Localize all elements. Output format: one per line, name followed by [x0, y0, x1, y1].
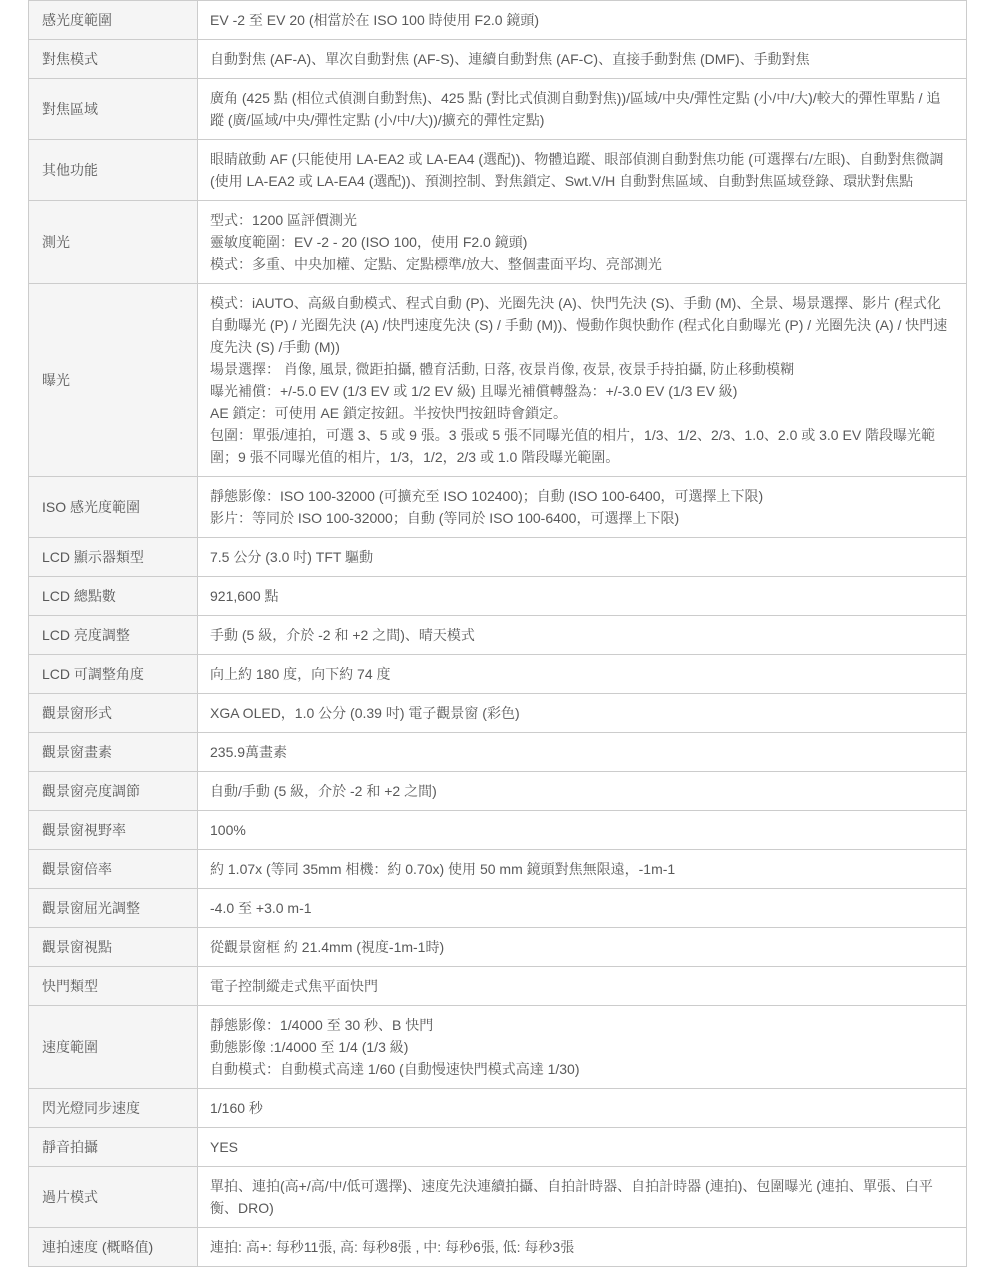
spec-value — [198, 538, 967, 577]
spec-label: 靜音拍攝 — [29, 1128, 198, 1167]
spec-value-line: YES — [210, 1139, 239, 1155]
spec-value — [198, 655, 967, 694]
spec-value — [198, 1, 967, 40]
spec-table-body — [29, 1, 967, 1267]
spec-row — [29, 616, 967, 655]
spec-label: 觀景窗屈光調整 — [29, 889, 198, 928]
spec-value-line: 7.5 公分 (3.0 吋) TFT 驅動 — [210, 549, 374, 565]
spec-row — [29, 850, 967, 889]
spec-value-line: 921,600 點 — [210, 588, 279, 604]
spec-label: ISO 感光度範圍 — [29, 477, 198, 538]
spec-label: LCD 亮度調整 — [29, 616, 198, 655]
spec-value — [198, 772, 967, 811]
spec-value-line: 靈敏度範圍：EV -2 - 20 (ISO 100，使用 F2.0 鏡頭) — [210, 234, 528, 250]
spec-row — [29, 40, 967, 79]
spec-row — [29, 811, 967, 850]
spec-value-line: 約 1.07x (等同 35mm 相機：約 0.70x) 使用 50 mm 鏡頭對焦無限遠，-1m-1 — [210, 861, 676, 877]
spec-label: 其他功能 — [29, 140, 198, 201]
spec-row — [29, 577, 967, 616]
spec-value — [198, 201, 967, 284]
spec-row — [29, 477, 967, 538]
spec-value — [198, 733, 967, 772]
spec-row — [29, 284, 967, 477]
spec-row — [29, 1228, 967, 1267]
spec-label: 快門類型 — [29, 967, 198, 1006]
spec-row — [29, 772, 967, 811]
spec-value — [198, 79, 967, 140]
spec-value — [198, 40, 967, 79]
spec-value-line: 連拍: 高+: 每秒11張, 高: 每秒8張 , 中: 每秒6張, 低: 每秒3張 — [210, 1239, 575, 1255]
camera-spec-table — [28, 0, 967, 1267]
spec-row — [29, 201, 967, 284]
spec-row — [29, 1167, 967, 1228]
spec-value — [198, 694, 967, 733]
spec-value-line: 自動模式：自動模式高達 1/60 (自動慢速快門模式高達 1/30) — [210, 1061, 580, 1077]
spec-value — [198, 1089, 967, 1128]
spec-value — [198, 1167, 967, 1228]
spec-row — [29, 694, 967, 733]
spec-value-line: 電子控制縱走式焦平面快門 — [210, 978, 378, 994]
spec-row — [29, 1, 967, 40]
spec-label: LCD 可調整角度 — [29, 655, 198, 694]
spec-label: 閃光燈同步速度 — [29, 1089, 198, 1128]
spec-row — [29, 1089, 967, 1128]
spec-value-line: 靜態影像：1/4000 至 30 秒、B 快門 — [210, 1017, 434, 1033]
spec-label: 速度範圍 — [29, 1006, 198, 1089]
spec-value-line: 235.9萬畫素 — [210, 744, 288, 760]
spec-value-line: 場景選擇： 肖像, 風景, 微距拍攝, 體育活動, 日落, 夜景肖像, 夜景, 夜景手持拍攝, 防止移動模糊 — [210, 361, 795, 377]
spec-row — [29, 928, 967, 967]
spec-value-line: 1/160 秒 — [210, 1100, 263, 1116]
spec-label: 觀景窗倍率 — [29, 850, 198, 889]
spec-value — [198, 1006, 967, 1089]
spec-value-line: 眼睛啟動 AF (只能使用 LA-EA2 或 LA-EA4 (選配))、物體追蹤、眼部偵測自動對焦功能 (可選擇右/左眼)、自動對焦微調 (使用 LA-EA2 或 LA-EA4 (選配))、預測控制、對焦鎖定、Swt.V/H 自動對焦區域、自動對焦區域登錄、環狀對焦點 — [210, 151, 944, 189]
spec-label: 過片模式 — [29, 1167, 198, 1228]
spec-value-line: 100% — [210, 822, 246, 838]
spec-value-line: EV -2 至 EV 20 (相當於在 ISO 100 時使用 F2.0 鏡頭) — [210, 12, 540, 28]
spec-value-line: 模式：iAUTO、高級自動模式、程式自動 (P)、光圈先決 (A)、快門先決 (S)、手動 (M)、全景、場景選擇、影片 (程式化自動曝光 (P) / 光圈先決 (A) /快門速度先決 (S) / 手動 (M))、慢動作與快動作 (程式化自動曝光 (P) / 光圈先決 (A) / 快門速度先決 (S) /手動 (M)) — [210, 295, 948, 355]
spec-label: 觀景窗視點 — [29, 928, 198, 967]
spec-label: 感光度範圍 — [29, 1, 198, 40]
spec-value-line: 模式：多重、中央加權、定點、定點標準/放大、整個畫面平均、亮部測光 — [210, 256, 662, 272]
spec-label: 對焦模式 — [29, 40, 198, 79]
spec-value — [198, 811, 967, 850]
spec-label: 觀景窗亮度調節 — [29, 772, 198, 811]
spec-value — [198, 616, 967, 655]
spec-value — [198, 1128, 967, 1167]
spec-value-line: XGA OLED，1.0 公分 (0.39 吋) 電子觀景窗 (彩色) — [210, 705, 520, 721]
spec-label: 連拍速度 (概略值) — [29, 1228, 198, 1267]
spec-value-line: 自動/手動 (5 級，介於 -2 和 +2 之間) — [210, 783, 437, 799]
spec-value — [198, 850, 967, 889]
spec-row — [29, 1128, 967, 1167]
spec-row — [29, 79, 967, 140]
spec-label: 測光 — [29, 201, 198, 284]
spec-label: 曝光 — [29, 284, 198, 477]
spec-value-line: 自動對焦 (AF-A)、單次自動對焦 (AF-S)、連續自動對焦 (AF-C)、直接手動對焦 (DMF)、手動對焦 — [210, 51, 810, 67]
spec-value-line: 靜態影像：ISO 100-32000 (可擴充至 ISO 102400)；自動 (ISO 100-6400，可選擇上下限) — [210, 488, 764, 504]
spec-label: 觀景窗畫素 — [29, 733, 198, 772]
spec-row — [29, 967, 967, 1006]
spec-row — [29, 1006, 967, 1089]
spec-value-line: AE 鎖定：可使用 AE 鎖定按鈕。半按快門按鈕時會鎖定。 — [210, 405, 568, 421]
spec-value — [198, 928, 967, 967]
spec-label: LCD 總點數 — [29, 577, 198, 616]
spec-value-line: 單拍、連拍(高+/高/中/低可選擇)、速度先決連續拍攝、自拍計時器、自拍計時器 (連拍)、包圍曝光 (連拍、單張、白平衡、DRO) — [210, 1178, 933, 1216]
spec-value-line: 型式：1200 區評價測光 — [210, 212, 358, 228]
spec-value-line: 向上約 180 度，向下約 74 度 — [210, 666, 391, 682]
spec-value — [198, 967, 967, 1006]
spec-label: LCD 顯示器類型 — [29, 538, 198, 577]
spec-value-line: 廣角 (425 點 (相位式偵測自動對焦)、425 點 (對比式偵測自動對焦))/區域/中央/彈性定點 (小/中/大)/較大的彈性單點 / 追蹤 (廣/區域/中央/彈性定點 (小/中/大))/擴充的彈性定點) — [210, 90, 941, 128]
spec-label: 觀景窗形式 — [29, 694, 198, 733]
spec-value-line: 從觀景窗框 約 21.4mm (視度-1m-1時) — [210, 939, 445, 955]
spec-label: 觀景窗視野率 — [29, 811, 198, 850]
spec-value — [198, 140, 967, 201]
spec-value-line: 包圍：單張/連拍，可選 3、5 或 9 張。3 張或 5 張不同曝光值的相片，1/3、1/2、2/3、1.0、2.0 或 3.0 EV 階段曝光範圍；9 張不同曝光值的相片，1/3，1/2，2/3 或 1.0 階段曝光範圍。 — [210, 427, 936, 465]
spec-value — [198, 1228, 967, 1267]
spec-value-line: 手動 (5 級，介於 -2 和 +2 之間)、晴天模式 — [210, 627, 475, 643]
spec-row — [29, 655, 967, 694]
spec-row — [29, 889, 967, 928]
spec-row — [29, 140, 967, 201]
spec-value — [198, 477, 967, 538]
spec-value — [198, 577, 967, 616]
spec-value — [198, 889, 967, 928]
spec-value-line: -4.0 至 +3.0 m-1 — [210, 900, 312, 916]
spec-row — [29, 733, 967, 772]
spec-row — [29, 538, 967, 577]
spec-value-line: 曝光補償：+/-5.0 EV (1/3 EV 或 1/2 EV 級) 且曝光補償轉盤為：+/-3.0 EV (1/3 EV 級) — [210, 383, 738, 399]
spec-value-line: 動態影像 :1/4000 至 1/4 (1/3 級) — [210, 1039, 409, 1055]
spec-value — [198, 284, 967, 477]
spec-label: 對焦區域 — [29, 79, 198, 140]
spec-value-line: 影片：等同於 ISO 100-32000；自動 (等同於 ISO 100-6400，可選擇上下限) — [210, 510, 680, 526]
